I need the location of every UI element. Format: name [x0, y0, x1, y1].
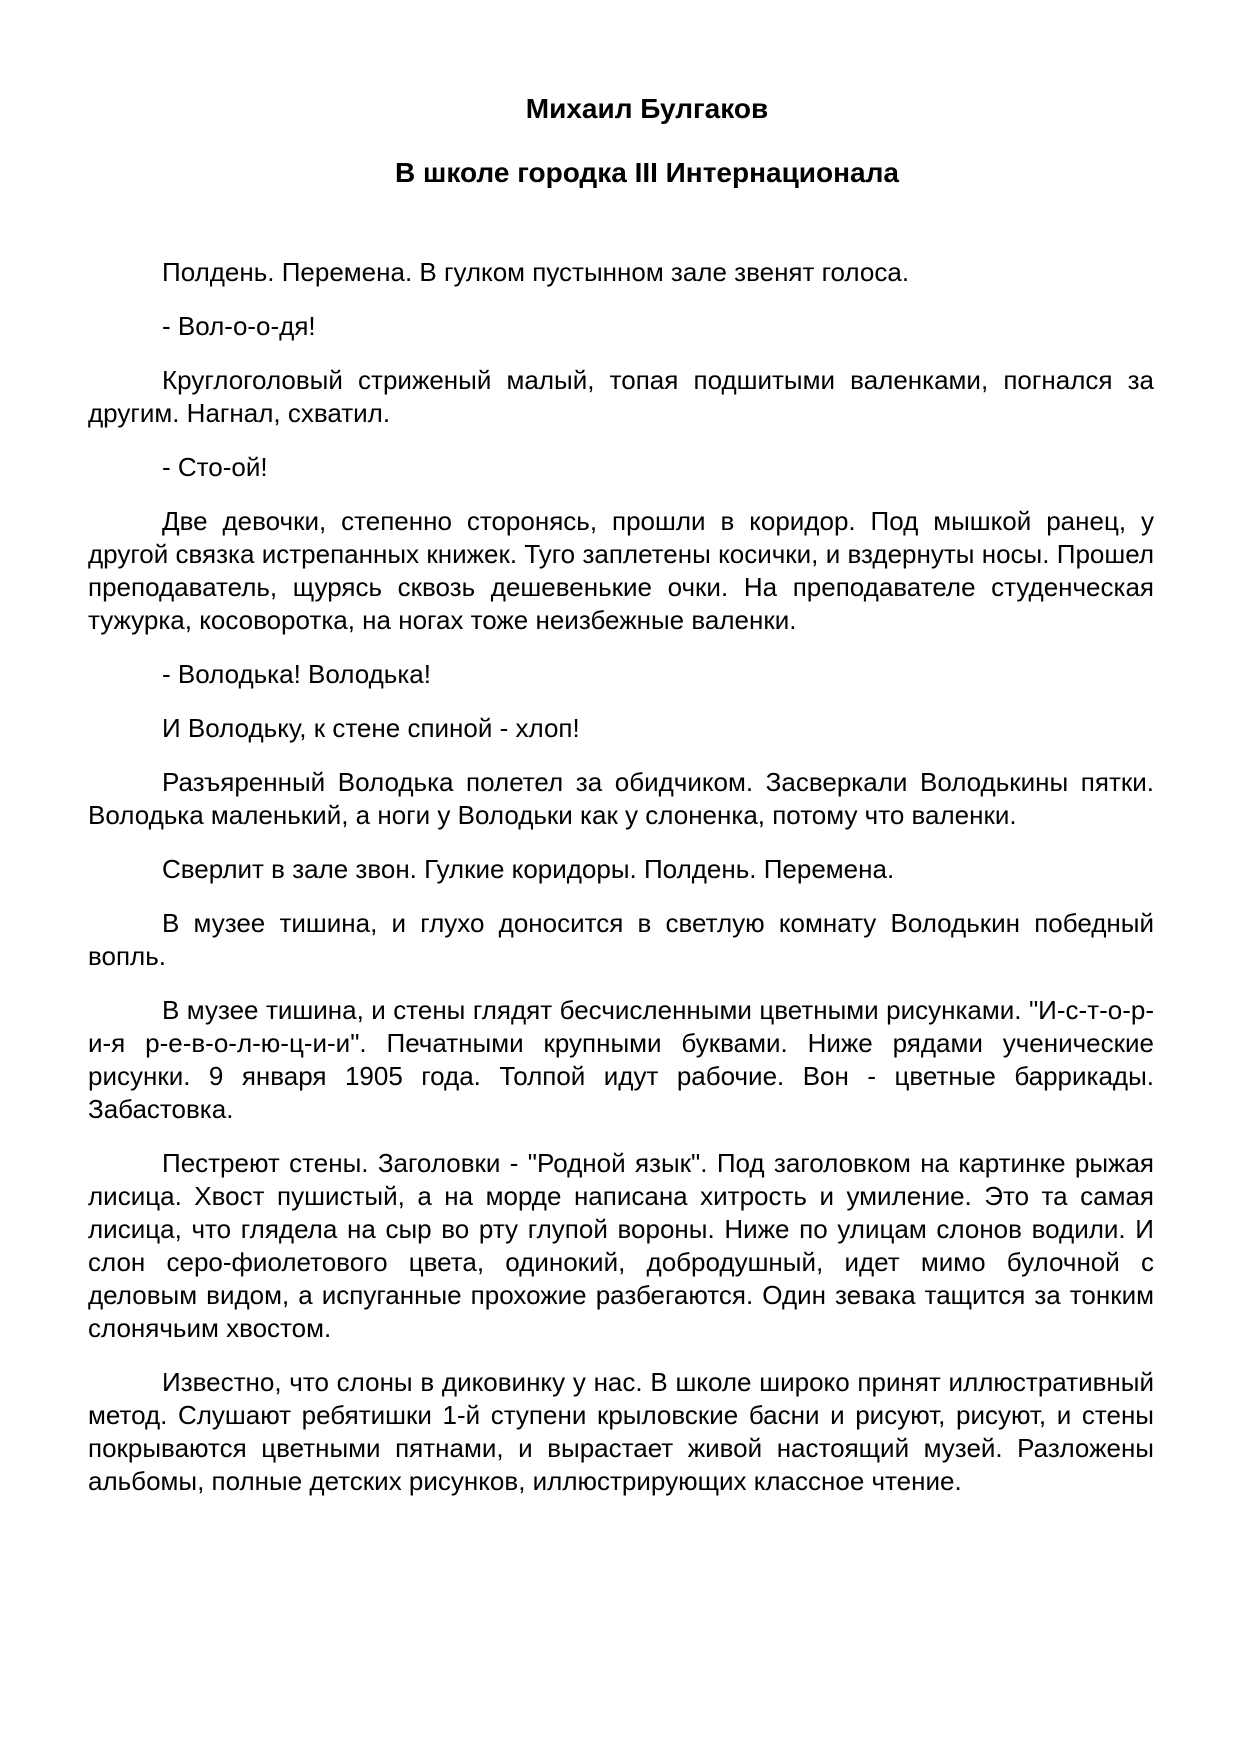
story-body [88, 256, 1154, 1498]
paragraph: Две девочки, степенно сторонясь, прошли в коридор. Под мышкой ранец, у другой связка истрепанных книжек. Туго заплетены косички, и вздернуты носы. Прошел преподаватель, щурясь сквозь дешевенькие очки. На преподавателе студенческая тужурка, косоворотка, на ногах тоже неизбежные валенки. [88, 506, 1154, 635]
paragraph: В музее тишина, и стены глядят бесчисленными цветными рисунками. "И-с-т-о-р-и-я р-е-в-о-л-ю-ц-и-и". Печатными крупными буквами. Ниже рядами ученические рисунки. 9 января 1905 года. Толпой идут рабочие. Вон - цветные баррикады. Забастовка. [88, 995, 1154, 1124]
author-name: Михаил Булгаков [525, 93, 769, 124]
paragraph: Пестреют стены. Заголовки - "Родной язык". Под заголовком на картинке рыжая лисица. Хвост пушистый, а на морде написана хитрость и умиление. Это та самая лисица, что глядела на сыр во рту глупой вороны. Ниже по улицам слонов водили. И слон серо-фиолетового цвета, одинокий, добродушный, идет мимо булочной с деловым видом, а испуганные прохожие разбегаются. Один зевака тащится за тонким слонячьим хвостом. [88, 1148, 1154, 1343]
paragraph: Известно, что слоны в диковинку у нас. В школе широко принят иллюстративный метод. Слушают ребятишки 1-й ступени крыловские басни и рисуют, рисуют, и стены покрываются цветными пятнами, и вырастает живой настоящий музей. Разложены альбомы, полные детских рисунков, иллюстрирующих классное чтение. [88, 1367, 1154, 1496]
paragraph: Сверлит в зале звон. Гулкие коридоры. Полдень. Перемена. [162, 854, 895, 884]
paragraph: - Сто-ой! [162, 452, 268, 482]
paragraph: В музее тишина, и глухо доносится в светлую комнату Володькин победный вопль. [88, 908, 1154, 971]
paragraph: Круглоголовый стриженый малый, топая подшитыми валенками, погнался за другим. Нагнал, схватил. [88, 365, 1154, 428]
paragraph: - Вол-о-о-дя! [162, 311, 316, 341]
story-title: В школе городка III Интернационала [395, 157, 899, 188]
paragraph: И Володьку, к стене спиной - хлоп! [162, 713, 580, 743]
paragraph: Разъяренный Володька полетел за обидчиком. Засверкали Володькины пятки. Володька маленький, а ноги у Володьки как у слоненка, потому что валенки. [88, 767, 1154, 830]
paragraph: Полдень. Перемена. В гулком пустынном зале звенят голоса. [162, 257, 910, 287]
document-page [88, 92, 1154, 1519]
paragraph: - Володька! Володька! [162, 659, 431, 689]
